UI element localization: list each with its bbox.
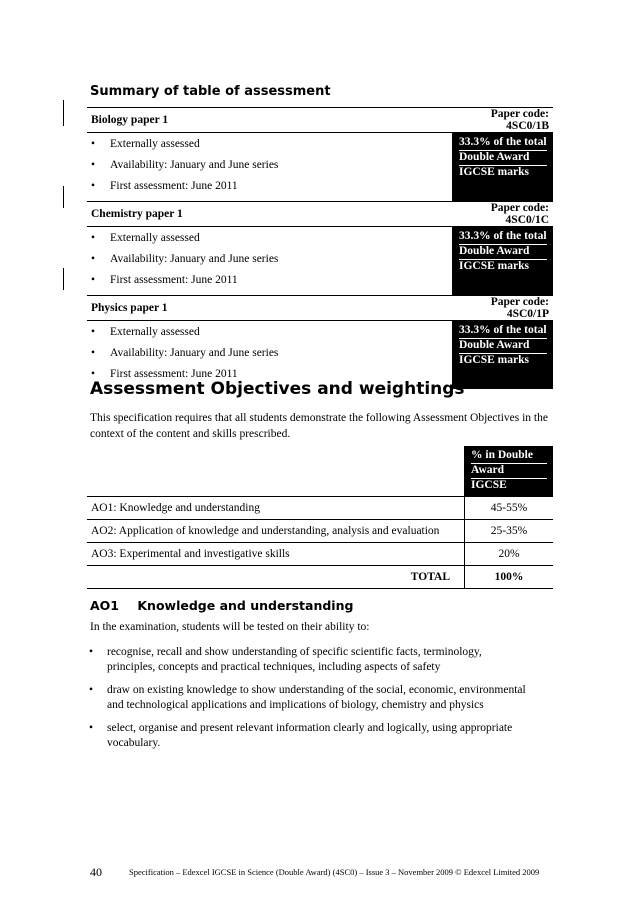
weighting-box (453, 227, 554, 296)
objectives-title: Assessment Objectives and weightings (90, 379, 465, 399)
ao1-title: Knowledge and understanding (137, 598, 354, 613)
paper-name: Biology paper 1 (87, 108, 453, 133)
paper-bullets (91, 324, 448, 387)
weighting-box (453, 133, 554, 202)
list-item: • draw on existing knowledge to show understanding of the social, economic, environmental and technological applications and implications of biology, chemistry and physics (89, 683, 529, 713)
paper-header-row (87, 296, 553, 321)
ao1-intro: In the examination, students will be tested on their ability to: (90, 621, 370, 633)
total-value: 100% (465, 566, 554, 589)
list-item: • First assessment: June 2011 (91, 366, 448, 387)
change-bar (63, 186, 64, 208)
footer-text: Specification – Edexcel IGCSE in Science (Double Award) (4SC0) – Issue 3 – November 2009 © Edexcel Limited 2009 (129, 867, 540, 877)
paper-bullets (91, 230, 448, 293)
header-line: Award (471, 464, 547, 479)
list-item: • Externally assessed (91, 136, 448, 157)
summary-table (87, 107, 553, 389)
paper-code: Paper code: 4SC0/1B (453, 108, 554, 133)
weighting-line: 33.3% of the total (459, 136, 547, 151)
objectives-header-row (87, 446, 553, 497)
objectives-table (87, 446, 553, 589)
ao1-heading (90, 598, 353, 613)
objective-label: AO3: Experimental and investigative skills (87, 543, 465, 566)
list-item: • Availability: January and June series (91, 157, 448, 178)
paper-header-row (87, 108, 553, 133)
objective-label: AO1: Knowledge and understanding (87, 497, 465, 520)
weighting-line: Double Award (459, 151, 547, 166)
summary-title: Summary of table of assessment (90, 84, 331, 99)
weighting-line: IGCSE marks (459, 260, 529, 272)
paper-bullets (91, 136, 448, 199)
list-item: • Externally assessed (91, 230, 448, 251)
table-row (87, 497, 553, 520)
list-item: • First assessment: June 2011 (91, 272, 448, 293)
weighting-line: IGCSE marks (459, 166, 529, 178)
change-bar (63, 268, 64, 290)
list-item: • select, organise and present relevant information clearly and logically, using appropriate vocabulary. (89, 721, 529, 751)
objective-label: AO2: Application of knowledge and understanding, analysis and evaluation (87, 520, 465, 543)
paper-name: Physics paper 1 (87, 296, 453, 321)
header-line: % in Double (471, 449, 547, 464)
weighting-header (465, 446, 554, 497)
list-item: • Availability: January and June series (91, 345, 448, 366)
ao1-code: AO1 (90, 598, 119, 613)
paper-body-row (87, 133, 553, 202)
objective-weight: 20% (465, 543, 554, 566)
paper-code: Paper code: 4SC0/1C (453, 202, 554, 227)
weighting-line: Double Award (459, 245, 547, 260)
list-item: • Externally assessed (91, 324, 448, 345)
total-row (87, 566, 553, 589)
total-label: TOTAL (87, 566, 465, 589)
weighting-line: IGCSE marks (459, 354, 529, 366)
table-row (87, 520, 553, 543)
objectives-intro: This specification requires that all students demonstrate the following Assessment Objectives in the context of the content and skills prescribed. (90, 412, 548, 440)
weighting-box (453, 321, 554, 390)
paper-body-row (87, 227, 553, 296)
paper-code: Paper code: 4SC0/1P (453, 296, 554, 321)
objective-weight: 25-35% (465, 520, 554, 543)
list-item: • First assessment: June 2011 (91, 178, 448, 199)
header-line: IGCSE (471, 479, 507, 491)
objective-weight: 45-55% (465, 497, 554, 520)
table-row (87, 543, 553, 566)
ao1-bullets (89, 645, 529, 759)
weighting-line: Double Award (459, 339, 547, 354)
list-item: • Availability: January and June series (91, 251, 448, 272)
list-item: • recognise, recall and show understanding of specific scientific facts, terminology, principles, concepts and practical techniques, including aspects of safety (89, 645, 529, 675)
weighting-line: 33.3% of the total (459, 230, 547, 245)
change-bar (63, 100, 64, 126)
page-number: 40 (90, 865, 102, 879)
paper-name: Chemistry paper 1 (87, 202, 453, 227)
paper-header-row (87, 202, 553, 227)
weighting-line: 33.3% of the total (459, 324, 547, 339)
